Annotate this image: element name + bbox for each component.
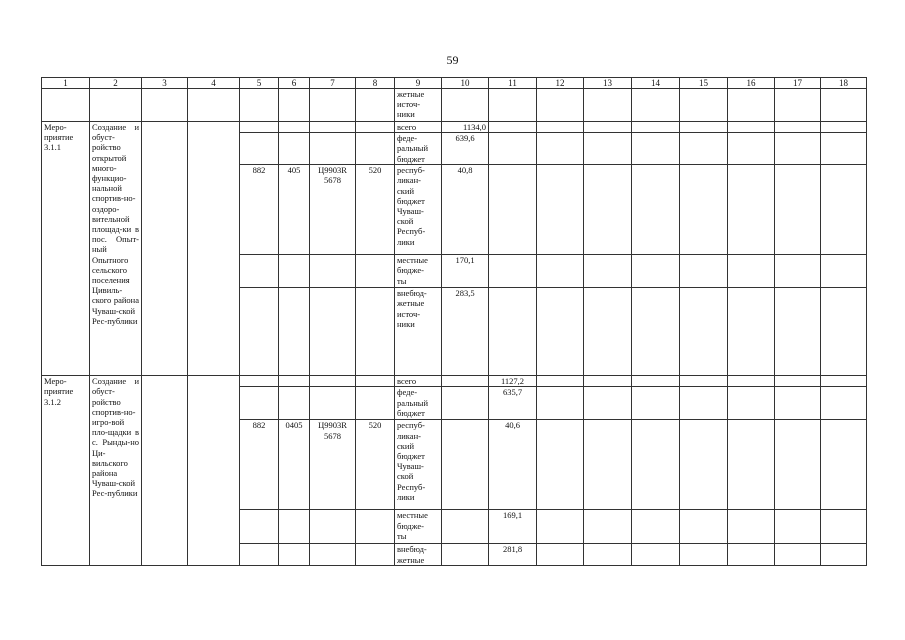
funding-source: жетные источ- ники [395,89,442,122]
funding-source: всего [395,376,442,387]
measure-description: Создание и обуст-ройство спортив-но-игро-вой пло-щадки в с. Рынды-но Ци-вильского района Чуваш-ской Рес-публики [90,376,142,566]
measure-description: Создание и обуст-ройство открытой много-функцио-нальной спортив-но-оздоро-вительной площад-ки в пос. Опыт-ный Опытного сельского поселения Цивиль-ского района Чуваш-ской Рес-публики [90,122,142,376]
col-header: 13 [584,78,632,89]
col-header: 17 [775,78,821,89]
table-row [42,376,867,387]
amount: 283,5 [442,288,489,376]
amount: 169,1 [489,510,537,544]
amount: 40,8 [442,165,489,255]
funding-source: внебюд- жетные [395,544,442,566]
amount: 170,1 [442,255,489,288]
amount: 1127,2 [489,376,537,387]
funding-source: феде- ральный бюджет [395,133,442,165]
col-header: 9 [395,78,442,89]
col-header: 16 [728,78,775,89]
rzpr-code: 405 [279,165,310,255]
csr-code: Ц9903R 5678 [310,165,356,255]
col-header: 7 [310,78,356,89]
table-row [42,122,867,133]
funding-source: всего [395,122,442,133]
grbs-code: 882 [240,420,279,510]
measure-id: Меро- приятие 3.1.1 [42,122,90,376]
col-header: 18 [821,78,867,89]
measure-id: Меро- приятие 3.1.2 [42,376,90,566]
col-header: 4 [188,78,240,89]
funding-source: местные бюдже- ты [395,510,442,544]
funding-source: местные бюдже- ты [395,255,442,288]
funding-source: респуб- ликан- ский бюджет Чуваш- ской Респуб- лики [395,165,442,255]
vr-code: 520 [356,420,395,510]
table-row [42,89,867,122]
grbs-code: 882 [240,165,279,255]
amount: 635,7 [489,387,537,420]
amount: 40,6 [489,420,537,510]
budget-table [41,77,867,566]
amount: 1134,0 [442,122,489,133]
rzpr-code: 0405 [279,420,310,510]
funding-source: внебюд- жетные источ- ники [395,288,442,376]
csr-code: Ц9903R 5678 [310,420,356,510]
col-header: 11 [489,78,537,89]
col-header: 8 [356,78,395,89]
header-row [42,78,867,89]
col-header: 12 [537,78,584,89]
page-number: 59 [446,53,459,67]
amount: 281,8 [489,544,537,566]
vr-code: 520 [356,165,395,255]
funding-source: респуб- ликан- ский бюджет Чуваш- ской Респуб- лики [395,420,442,510]
col-header: 2 [90,78,142,89]
col-header: 15 [680,78,728,89]
col-header: 1 [42,78,90,89]
amount: 639,6 [442,133,489,165]
col-header: 14 [632,78,680,89]
funding-source: феде- ральный бюджет [395,387,442,420]
col-header: 10 [442,78,489,89]
col-header: 3 [142,78,188,89]
col-header: 5 [240,78,279,89]
col-header: 6 [279,78,310,89]
